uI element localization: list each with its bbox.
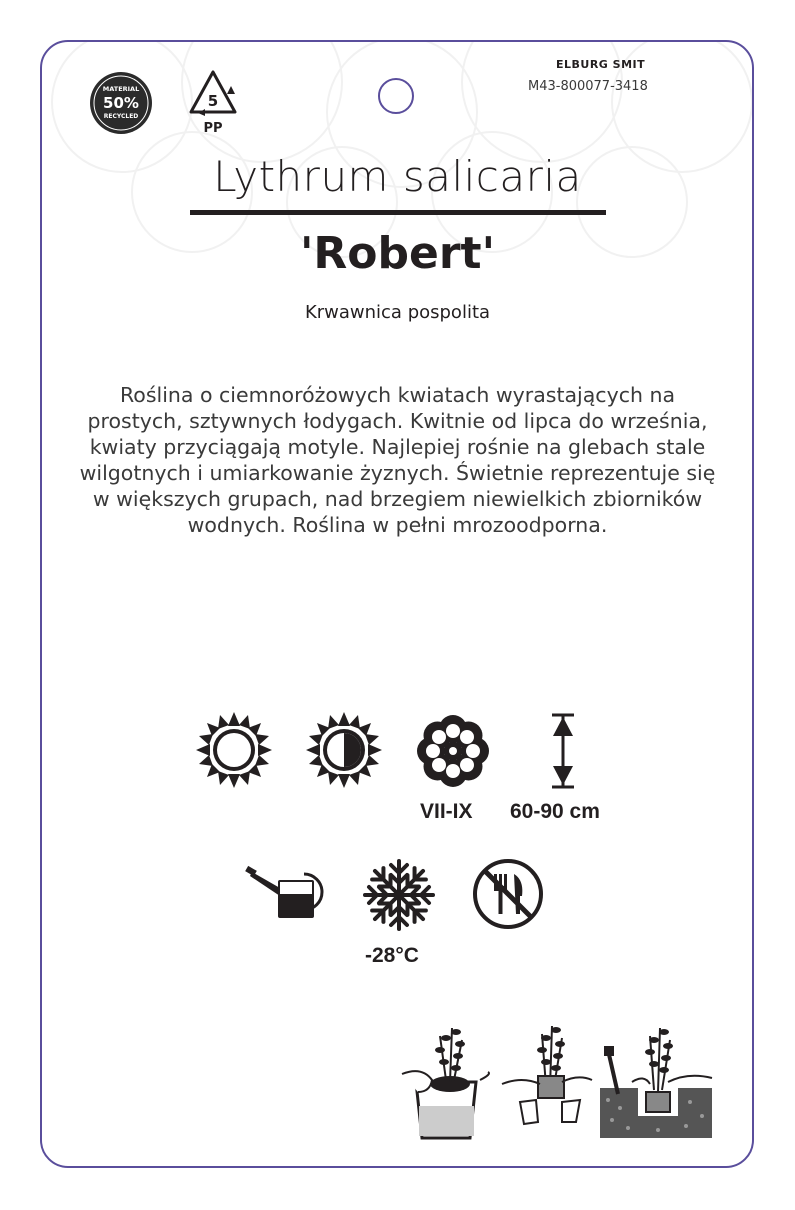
partial-shade-icon — [306, 712, 382, 788]
recycled-percent-text: 50% — [103, 94, 139, 112]
not-edible-icon — [472, 858, 544, 930]
product-code: M43-800077-3418 — [528, 79, 648, 94]
plant-description: Roślina o ciemnoróżowych kwiatach wyrastających na prostych, sztywnych łodygach. Kwitnie od lipca do września, kwiaty przyciągają motyle. Najlepiej rośnie na glebach stale wilgotnych i umiarkowanie żyznych. Świetnie reprezentuje się w większych grupach, nad brzegiem niewielkich zbiorników wodnych. Roślina w pełni mrozoodporna. — [79, 383, 716, 537]
recycle-triangle-icon — [183, 66, 243, 138]
hanging-hole — [378, 78, 414, 114]
height-arrow-icon — [548, 712, 578, 790]
common-name: Krwawnica pospolita — [304, 302, 491, 323]
watering-can-icon — [246, 862, 332, 922]
planting-step-plant-icon — [598, 1020, 716, 1140]
recycled-top-text: MATERIAL — [102, 85, 140, 93]
resin-code-label: PP — [203, 121, 223, 136]
resin-code-number: 5 — [207, 92, 219, 110]
cultivar-name: 'Robert' — [299, 228, 496, 279]
plant-height: 60-90 cm — [510, 800, 600, 823]
recycled-material-badge — [88, 70, 154, 136]
planting-step-pot-icon — [402, 1022, 488, 1142]
flower-icon — [416, 714, 490, 788]
flowering-period: VII-IX — [420, 800, 473, 823]
planting-step-remove-pot-icon — [502, 1018, 592, 1128]
snowflake-icon — [362, 858, 436, 932]
brand-logo-text: ELBURG SMIT — [556, 58, 646, 71]
latin-name: Lythrum salicaria — [213, 152, 582, 201]
hardiness-temperature: -28°C — [365, 944, 419, 967]
full-sun-icon — [196, 712, 272, 788]
recycled-bottom-text: RECYCLED — [103, 113, 139, 120]
title-divider — [190, 210, 606, 215]
